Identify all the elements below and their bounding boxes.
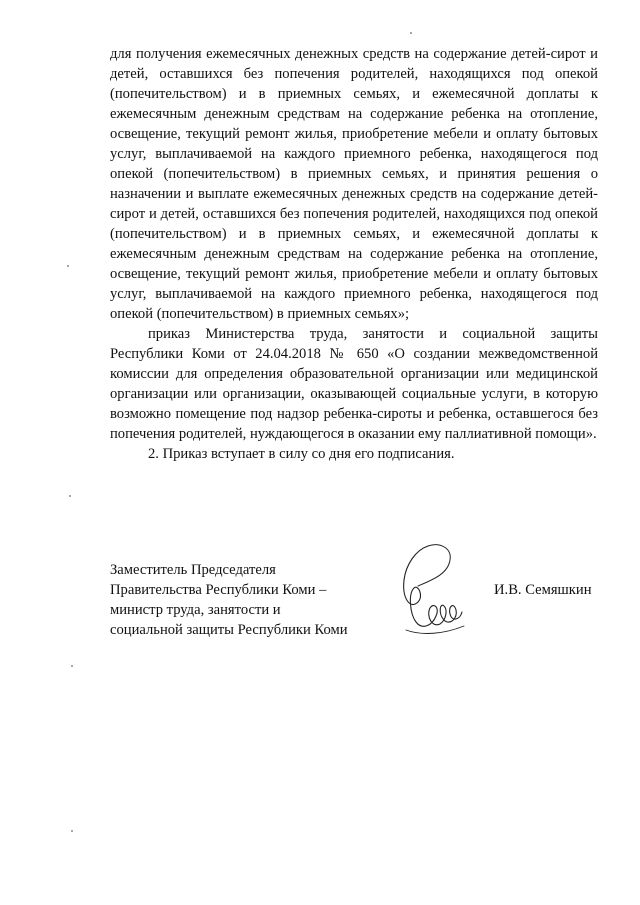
position-line: Правительства Республики Коми –: [110, 582, 327, 598]
signer-name: И.В. Семяшкин: [494, 582, 592, 598]
document-body: [110, 44, 598, 464]
position-line: социальной защиты Республики Коми: [110, 622, 348, 638]
scan-speck: [67, 265, 69, 267]
handwritten-signature: [388, 540, 472, 640]
signatory-position: [110, 560, 370, 640]
paragraph-continuation: для получения ежемесячных денежных средств на содержание детей-сирот и детей, оставшихся без попечения родителей, находящихся под опекой (попечительством) и в приемных семьях, и ежемесячной доплаты к ежемесячным денежным средствам на содержание ребенка на отопление, освещение, текущий ремонт жилья, приобретение мебели и оплату бытовых услуг, выплачиваемой на каждого приемного ребенка, находящегося под опекой (попечительством) в приемных семьях, и принятия решения о назначении и выплате ежемесячных денежных средств на содержание детей-сирот и детей, оставшихся без попечения родителей, находящихся под опекой (попечительством) и в приемных семьях, и ежемесячной доплаты к ежемесячным денежным средствам на содержание ребенка на отопление, освещение, текущий ремонт жилья, приобретение мебели и оплату бытовых услуг, выплачиваемой на каждого приемного ребенка, находящегося под опекой (попечительством) в приемных семьях»;: [110, 46, 598, 322]
scan-speck: [410, 32, 412, 34]
position-line: Заместитель Председателя: [110, 562, 276, 578]
paragraph-order-reference: приказ Министерства труда, занятости и социальной защиты Республики Коми от 24.04.2018 № 650 «О создании межведомственной комиссии для определения образовательной организации или медицинской организации или организации, оказывающей социальные услуги, в которую возможно помещение под надзор ребенка-сироты и ребенка, оставшегося без попечения родителей, нуждающегося в оказании ему паллиативной помощи».: [110, 326, 598, 442]
position-line: министр труда, занятости и: [110, 602, 281, 618]
scan-speck: [71, 665, 73, 667]
scan-speck: [69, 495, 71, 497]
paragraph-effective-date: 2. Приказ вступает в силу со дня его подписания.: [148, 446, 455, 462]
scan-speck: [71, 830, 73, 832]
